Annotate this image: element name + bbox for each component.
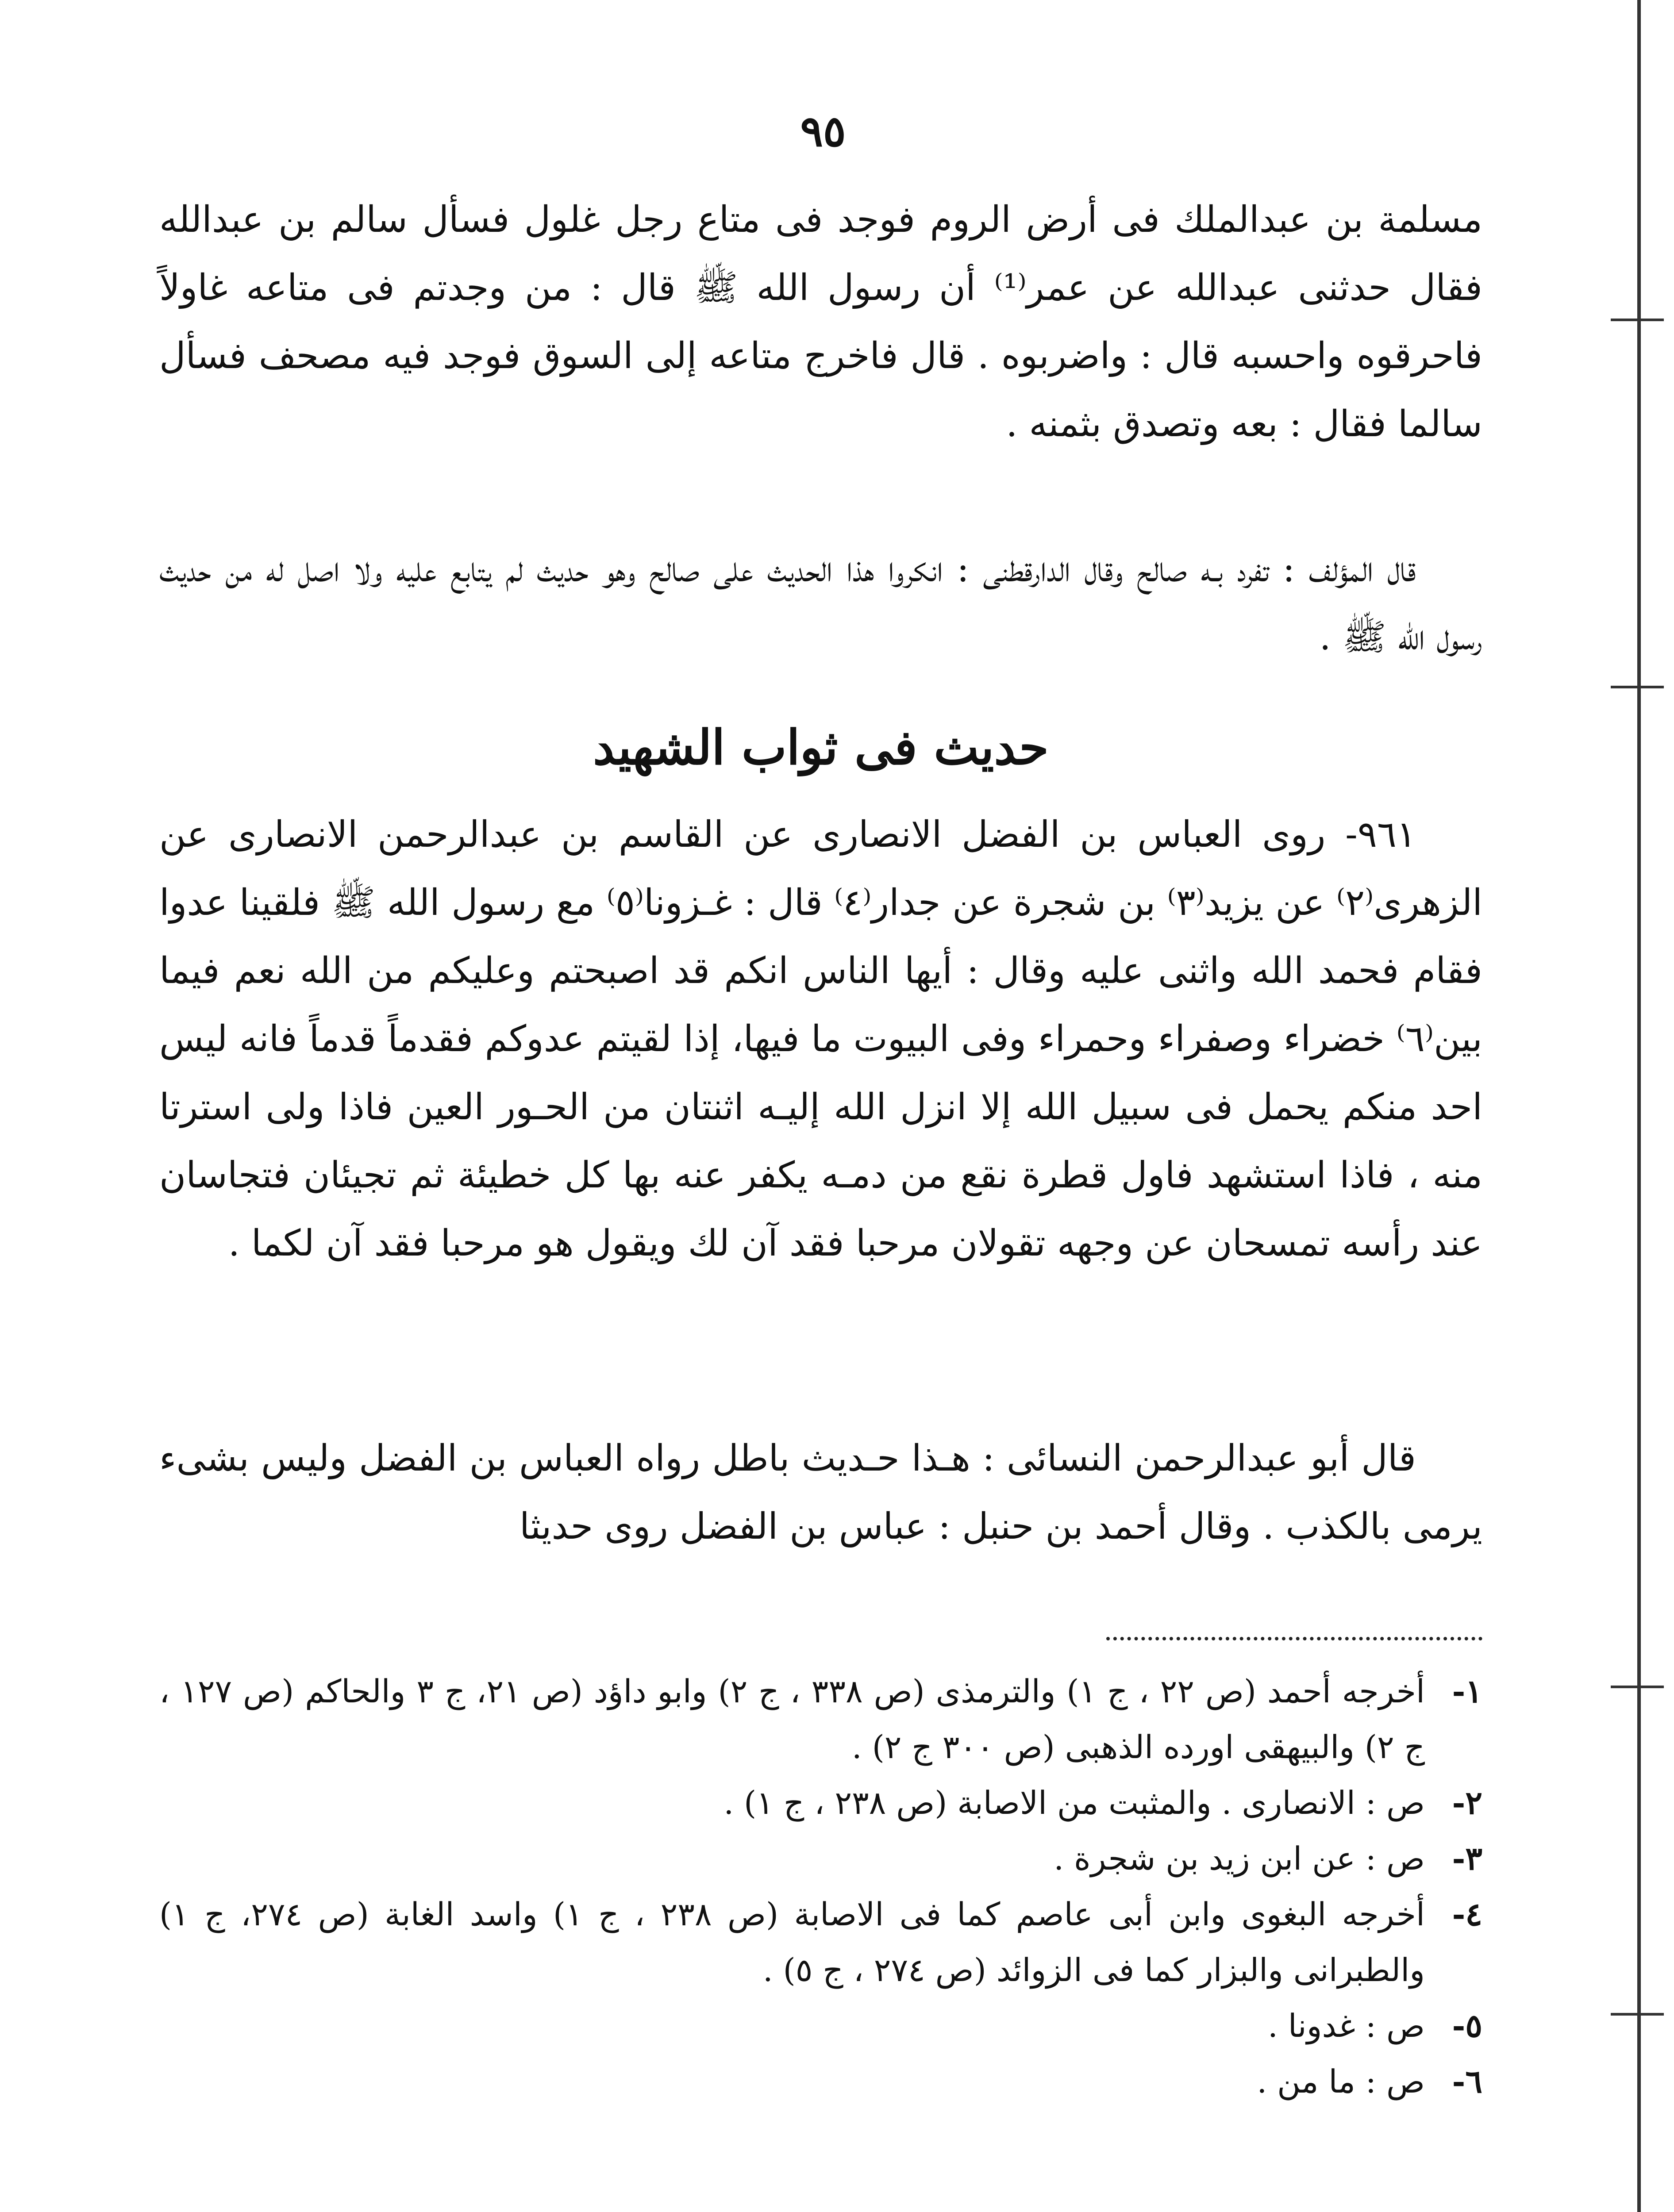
footnote-text: أخرجه أحمد (ص ٢٢ ، ج ١) والترمذى (ص ٣٣٨ ، ج ٢) وابو داؤد (ص ٢١، ج ٣ والحاكم (ص ١٢٧ ، ج ٢) والبيهقى اورده الذهبى (ص ٣٠٠ ج ٢) . <box>159 1673 1425 1766</box>
footnote-item <box>159 1831 1482 1886</box>
footnotes-list <box>159 1663 1482 2109</box>
footnote-item <box>159 1886 1482 1998</box>
paragraph-text: ٩٦١- روى العباس بن الفضل الانصارى عن القاسم بن عبدالرحمن الانصارى عن الزهرى⁽٢⁾ عن يزيد⁽٣⁾ بن شجرة عن جدار⁽٤⁾ قال : غـزونا⁽٥⁾ مع رسول الله ﷺ فلقينا عدوا فقام فحمد الله واثنى عليه وقال : أيها الناس انكم قد اصبحتم وعليكم من الله نعم فيما بين⁽٦⁾ خضراء وصفراء وحمراء وفى البيوت ما فيها، إذا لقيتم عدوكم فقدماً قدماً فانه ليس احد منكم يحمل فى سبيل الله إلا انزل الله إليـه اثنتان من الحـور العين فاذا ولى استرتا منه ، فاذا استشهد فاول قطرة نقع من دمـه يكفر عنه بها كل خطيئة ثم تجيئان فتجاسان عند رأسه تمسحان عن وجهه تقولان مرحبا فقد آن لك ويقول هو مرحبا فقد آن لكما . <box>159 814 1483 1264</box>
paragraph-text: قال أبو عبدالرحمن النسائى : هـذا حـديث باطل رواه العباس بن الفضل وليس بشىء يرمى بالكذب . وقال أحمد بن حنبل : عباس بن الفضل روى حديثا <box>159 1437 1482 1548</box>
binding-tick-mark <box>1611 2013 1664 2016</box>
footnote-separator <box>1106 1637 1482 1640</box>
footnote-text: أخرجه البغوى وابن أبى عاصم كما فى الاصابة (ص ٢٣٨ ، ج ١) واسد الغابة (ص ٢٧٤، ج ١) والطبرانى والبزار كما فى الزوائد (ص ٢٧٤ ، ج ٥) . <box>159 1896 1425 1989</box>
section-heading: حديث فى ثواب الشهيد <box>593 720 1049 776</box>
binding-tick-mark <box>1611 1686 1664 1688</box>
footnote-text: ص : ما من . <box>1257 2063 1425 2100</box>
paragraph-hadith-continuation <box>159 186 1482 458</box>
footnote-number: ٢- <box>1452 1784 1482 1821</box>
paragraph-text: مسلمة بن عبدالملك فى أرض الروم فوجد فى متاع رجل غلول فسأل سالم بن عبدالله فقال حدثنى عبدالله عن عمر⁽¹⁾ أن رسول الله ﷺ قال : من وجدتم فى متاعه غاولاً فاحرقوه واحسبه قال : واضربوه . قال فاخرج متاعه إلى السوق فوجد فيه مصحف فسأل سالما فقال : بعه وتصدق بثمنه . <box>159 199 1482 445</box>
footnote-number: ٣- <box>1452 1839 1482 1877</box>
page-number: ٩٥ <box>800 106 846 156</box>
footnote-text: ص : غدونا . <box>1267 2007 1425 2044</box>
footnote-item <box>159 1998 1482 2054</box>
paragraph-nasai-note <box>159 1425 1482 1561</box>
footnote-number: ٤- <box>1452 1895 1482 1933</box>
footnote-item <box>159 2054 1482 2109</box>
footnote-text: ص : عن ابن زيد بن شجرة . <box>1054 1840 1425 1877</box>
binding-tick-mark <box>1611 319 1664 321</box>
footnote-item <box>159 1663 1482 1775</box>
paragraph-text: قال المؤلف : تفرد بـه صالح وقال الدارقطنى : انكروا هذا الحديث على صالح وهو حديث لم يتابع عليه ولا اصل له من حديث رسول الله ﷺ . <box>159 548 1482 658</box>
footnote-number: ٦- <box>1452 2062 1482 2100</box>
footnote-text: ص : الانصارى . والمثبت من الاصابة (ص ٢٣٨ ، ج ١) . <box>723 1784 1425 1821</box>
paragraph-hadith-961 <box>159 801 1482 1278</box>
binding-tick-mark <box>1611 686 1664 688</box>
footnote-number: ١- <box>1452 1672 1482 1710</box>
paragraph-author-note <box>159 535 1482 672</box>
footnote-number: ٥- <box>1452 2007 1482 2044</box>
footnote-item <box>159 1775 1482 1831</box>
binding-edge-line <box>1637 0 1641 2212</box>
